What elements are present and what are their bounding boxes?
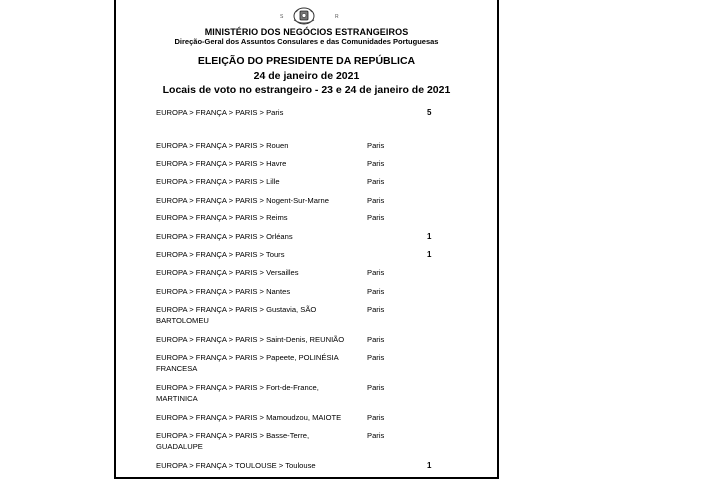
location-path: EUROPA > FRANÇA > PARIS > Paris bbox=[156, 108, 284, 117]
location-city: Paris bbox=[367, 159, 385, 168]
location-path: EUROPA > FRANÇA > PARIS > Lille bbox=[156, 177, 280, 186]
location-path-line-1: EUROPA > FRANÇA > PARIS > Gustavia, SÃO bbox=[156, 305, 317, 314]
location-path: EUROPA > FRANÇA > PARIS > Tours bbox=[156, 250, 285, 259]
location-path-line-1: EUROPA > FRANÇA > PARIS > Fort-de-France, bbox=[156, 383, 319, 392]
location-count: 1 bbox=[427, 232, 432, 241]
seal-letter-s: S bbox=[280, 14, 284, 20]
location-city: Paris bbox=[367, 353, 385, 362]
location-path: EUROPA > FRANÇA > PARIS > Nogent-Sur-Marne bbox=[156, 196, 329, 205]
location-path: EUROPA > FRANÇA > PARIS > Orléans bbox=[156, 232, 293, 241]
coat-of-arms-icon bbox=[292, 6, 316, 26]
location-city: Paris bbox=[367, 287, 385, 296]
location-count: 1 bbox=[427, 461, 432, 470]
location-city: Paris bbox=[367, 335, 385, 344]
location-count: 5 bbox=[427, 108, 432, 117]
location-path-line-2: FRANCESA bbox=[156, 363, 198, 373]
title-line-3: Locais de voto no estrangeiro - 23 e 24 de janeiro de 2021 bbox=[162, 84, 451, 96]
location-city: Paris bbox=[367, 141, 385, 150]
location-path: EUROPA > FRANÇA > PARIS > Versailles bbox=[156, 268, 299, 277]
location-path bbox=[156, 305, 356, 326]
location-path: EUROPA > FRANÇA > PARIS > Nantes bbox=[156, 287, 291, 296]
seal-letter-r: R bbox=[335, 14, 339, 20]
location-path-line-1: EUROPA > FRANÇA > PARIS > Basse-Terre, bbox=[156, 431, 310, 440]
location-city: Paris bbox=[367, 213, 385, 222]
location-path-line-2: BARTOLOMEU bbox=[156, 315, 209, 325]
location-path-line-2: GUADALUPE bbox=[156, 441, 203, 451]
location-path bbox=[156, 431, 356, 452]
ministry-name: MINISTÉRIO DOS NEGÓCIOS ESTRANGEIROS bbox=[204, 27, 409, 37]
location-path: EUROPA > FRANÇA > PARIS > Reims bbox=[156, 213, 288, 222]
title-line-2: 24 de janeiro de 2021 bbox=[253, 69, 360, 82]
location-path: EUROPA > FRANÇA > PARIS > Saint-Denis, REUNIÃO bbox=[156, 335, 345, 344]
location-city: Paris bbox=[367, 305, 385, 314]
title-line-1: ELEIÇÃO DO PRESIDENTE DA REPÚBLICA bbox=[197, 55, 416, 67]
location-city: Paris bbox=[367, 431, 385, 440]
location-path-line-2: MARTINICA bbox=[156, 393, 198, 403]
location-city: Paris bbox=[367, 383, 385, 392]
document-title bbox=[116, 54, 497, 98]
location-path: EUROPA > FRANÇA > PARIS > Mamoudzou, MAIOTE bbox=[156, 413, 342, 422]
directorate-name: Direção-Geral dos Assuntos Consulares e das Comunidades Portuguesas bbox=[174, 37, 439, 46]
location-path-line-1: EUROPA > FRANÇA > PARIS > Papeete, POLINÉSIA bbox=[156, 353, 339, 362]
location-city: Paris bbox=[367, 177, 385, 186]
document-page bbox=[114, 0, 499, 479]
location-path bbox=[156, 383, 356, 404]
location-path: EUROPA > FRANÇA > PARIS > Havre bbox=[156, 159, 287, 168]
location-city: Paris bbox=[367, 413, 385, 422]
location-path: EUROPA > FRANÇA > TOULOUSE > Toulouse bbox=[156, 461, 316, 470]
location-path: EUROPA > FRANÇA > PARIS > Rouen bbox=[156, 141, 289, 150]
location-path bbox=[156, 353, 356, 374]
location-city: Paris bbox=[367, 268, 385, 277]
location-city: Paris bbox=[367, 196, 385, 205]
location-count: 1 bbox=[427, 250, 432, 259]
